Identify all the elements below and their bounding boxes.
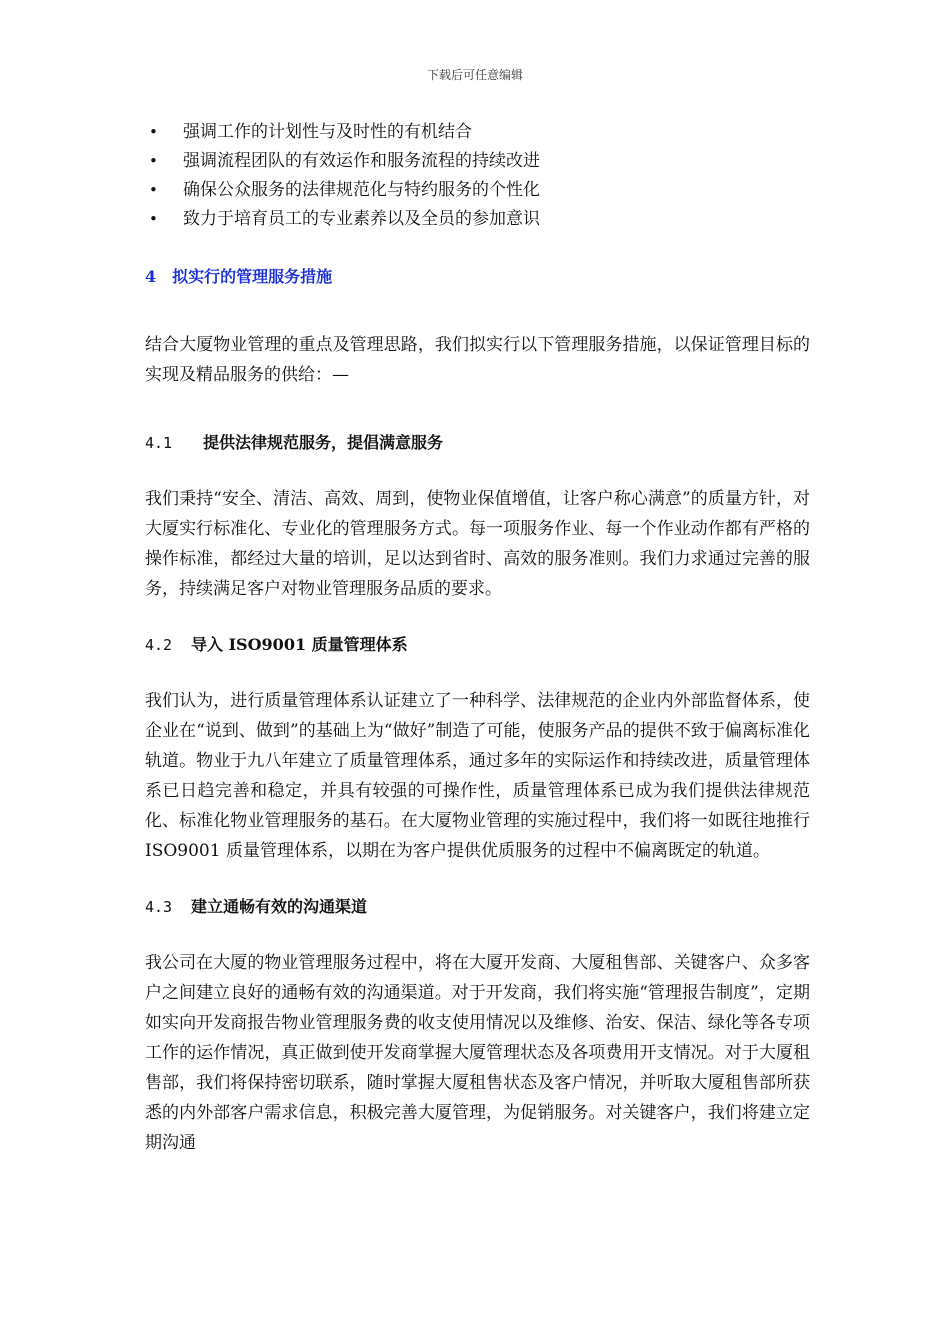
section-number: 4.3 [145, 898, 173, 916]
section-title-text: 提供法律规范服务，提倡满意服务 [203, 433, 444, 452]
bullet-icon: • [149, 181, 158, 199]
bullet-list [145, 118, 810, 234]
list-item [145, 147, 810, 176]
section-title-text: 导入 ISO9001 质量管理体系 [191, 635, 408, 654]
header-note: 下载后可任意编辑 [426, 68, 523, 82]
section-4-2-heading [145, 632, 810, 658]
section-4-intro: 结合大厦物业管理的重点及管理思路，我们拟实行以下管理服务措施，以保证管理目标的实现及精品服务的供给：— [145, 335, 810, 385]
list-item [145, 176, 810, 205]
list-item [145, 205, 810, 234]
section-number: 4.2 [145, 636, 173, 654]
section-4-3-body: 我公司在大厦的物业管理服务过程中，将在大厦开发商、大厦租售部、关键客户、众多客户之间建立良好的通畅有效的沟通渠道。对于开发商，我们将实施“管理报告制度”，定期如实向开发商报告物业管理服务费的收支使用情况以及维修、治安、保洁、绿化等各专项工作的运作情况，真正做到使开发商掌握大厦管理状态及各项费用开支情况。对于大厦租售部，我们将保持密切联系，随时掌握大厦租售状态及客户情况，并听取大厦租售部所获悉的内外部客户需求信息，积极完善大厦管理，为促销服务。对关键客户，我们将建立定期沟通 [145, 953, 810, 1153]
list-item-text: 致力于培育员工的专业素养以及全员的参加意识 [183, 209, 540, 229]
list-item [145, 118, 810, 147]
bullet-icon: • [149, 152, 158, 170]
section-4-2-body: 我们认为，进行质量管理体系认证建立了一种科学、法律规范的企业内外部监督体系，使企业在“说到、做到”的基础上为“做好”制造了可能，使服务产品的提供不致于偏离标准化轨道。物业于九八年建立了质量管理体系，通过多年的实际运作和持续改进，质量管理体系已日趋完善和稳定，并具有较强的可操作性，质量管理体系已成为我们提供法律规范化、标准化物业管理服务的基石。在大厦物业管理的实施过程中，我们将一如既往地推行 ISO9001 质量管理体系，以期在为客户提供优质服务的过程中不偏离既定的轨道。 [145, 691, 810, 861]
list-item-text: 强调流程团队的有效运作和服务流程的持续改进 [183, 151, 540, 171]
section-number: 4.1 [145, 434, 173, 452]
section-4-1-body: 我们秉持“安全、清洁、高效、周到，使物业保值增值，让客户称心满意”的质量方针，对大厦实行标准化、专业化的管理服务方式。每一项服务作业、每一个作业动作都有严格的操作标准，都经过大量的培训，足以达到省时、高效的服务准则。我们力求通过完善的服务，持续满足客户对物业管理服务品质的要求。 [145, 489, 810, 599]
section-title-text: 建立通畅有效的沟通渠道 [191, 897, 368, 916]
bullet-icon: • [149, 123, 158, 141]
document-body [145, 118, 810, 1158]
list-item-text: 强调工作的计划性与及时性的有机结合 [183, 122, 472, 142]
section-4-1-heading [145, 430, 810, 456]
list-item-text: 确保公众服务的法律规范化与特约服务的个性化 [183, 180, 540, 200]
bullet-icon: • [149, 210, 158, 228]
section-4-heading: 4 拟实行的管理服务措施 [145, 267, 333, 286]
section-4-3-heading [145, 894, 810, 920]
